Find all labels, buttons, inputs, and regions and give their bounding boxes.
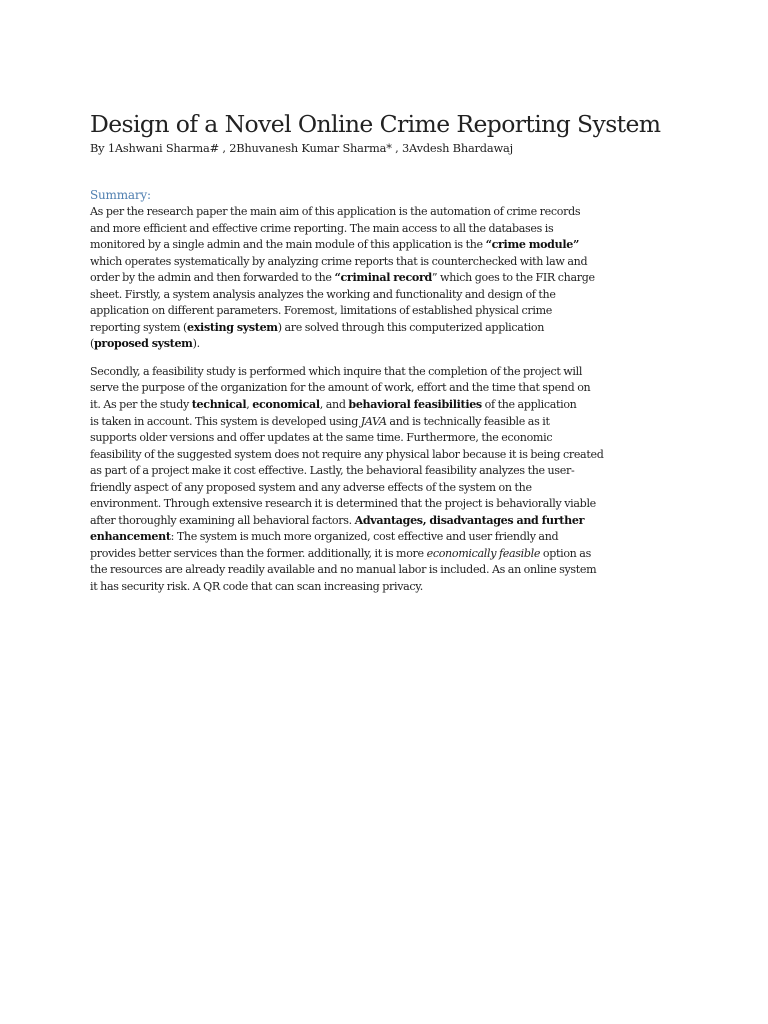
document-content xyxy=(90,108,684,596)
text-line: sheet. Firstly, a system analysis analyzes the working and functionality and design of the xyxy=(90,287,556,301)
text-line: enhancement: The system is much more organized, cost effective and user friendly and xyxy=(90,530,559,544)
author-line: By 1Ashwani Sharma# , 2Bhuvanesh Kumar Sharma* , 3Avdesh Bhardawaj xyxy=(90,141,513,155)
text-line: which operates systematically by analyzing crime reports that is counterchecked with law and xyxy=(90,254,588,268)
crime-module-term: “crime module” xyxy=(485,238,580,252)
text-line: after thoroughly examining all behavioral factors. Advantages, disadvantages and further xyxy=(90,513,585,527)
economically-feasible-term: economically feasible xyxy=(426,546,541,560)
text-line: reporting system (existing system) are solved through this computerized application xyxy=(90,320,545,334)
existing-system-term: existing system xyxy=(187,320,278,334)
text-line: friendly aspect of any proposed system and any adverse effects of the system on the xyxy=(90,480,532,494)
behavioral-feasibilities-term: behavioral feasibilities xyxy=(348,398,482,412)
economical-term: economical xyxy=(252,398,320,412)
java-term: JAVA xyxy=(360,414,387,428)
text-line: Secondly, a feasibility study is performed which inquire that the completion of the project will xyxy=(90,364,583,378)
text-line: the resources are already readily available and no manual labor is included. As an online system xyxy=(90,563,597,577)
text-line: environment. Through extensive research it is determined that the project is behaviorally viable xyxy=(90,497,596,511)
text-line: and more efficient and effective crime reporting. The main access to all the databases is xyxy=(90,221,554,235)
text-line: supports older versions and offer updates at the same time. Furthermore, the economic xyxy=(90,431,553,445)
text-line: (proposed system). xyxy=(90,337,200,351)
section-heading-summary: Summary: xyxy=(90,188,151,202)
enhancement-term: enhancement xyxy=(90,530,171,544)
text-line: it. As per the study technical, economical, and behavioral feasibilities of the application xyxy=(90,398,577,412)
paragraph-feasibility xyxy=(90,364,684,596)
technical-term: technical xyxy=(191,398,247,412)
text-line: is taken in account. This system is developed using JAVA and is technically feasible as it xyxy=(90,414,550,428)
text-line: monitored by a single admin and the main module of this application is the “crime module” xyxy=(90,238,580,252)
text-line: serve the purpose of the organization for the amount of work, effort and the time that spend on xyxy=(90,381,591,395)
document-title: Design of a Novel Online Crime Reporting System xyxy=(90,110,661,138)
text-line: feasibility of the suggested system does not require any physical labor because it is being created xyxy=(90,447,604,461)
text-line: order by the admin and then forwarded to the “criminal record” which goes to the FIR charge xyxy=(90,271,595,285)
proposed-system-term: proposed system xyxy=(94,337,193,351)
text-line: provides better services than the former. additionally, it is more economically feasible option as xyxy=(90,546,591,560)
text-line: As per the research paper the main aim of this application is the automation of crime records xyxy=(90,205,581,218)
criminal-record-term: “criminal record xyxy=(334,271,432,285)
advantages-term: Advantages, disadvantages and further xyxy=(354,513,585,527)
paragraph-summary xyxy=(90,204,684,353)
text-line: it has security risk. A QR code that can scan increasing privacy. xyxy=(90,580,423,594)
text-line: as part of a project make it cost effective. Lastly, the behavioral feasibility analyzes the user- xyxy=(90,464,575,478)
text-line: application on different parameters. Foremost, limitations of established physical crime xyxy=(90,304,553,318)
